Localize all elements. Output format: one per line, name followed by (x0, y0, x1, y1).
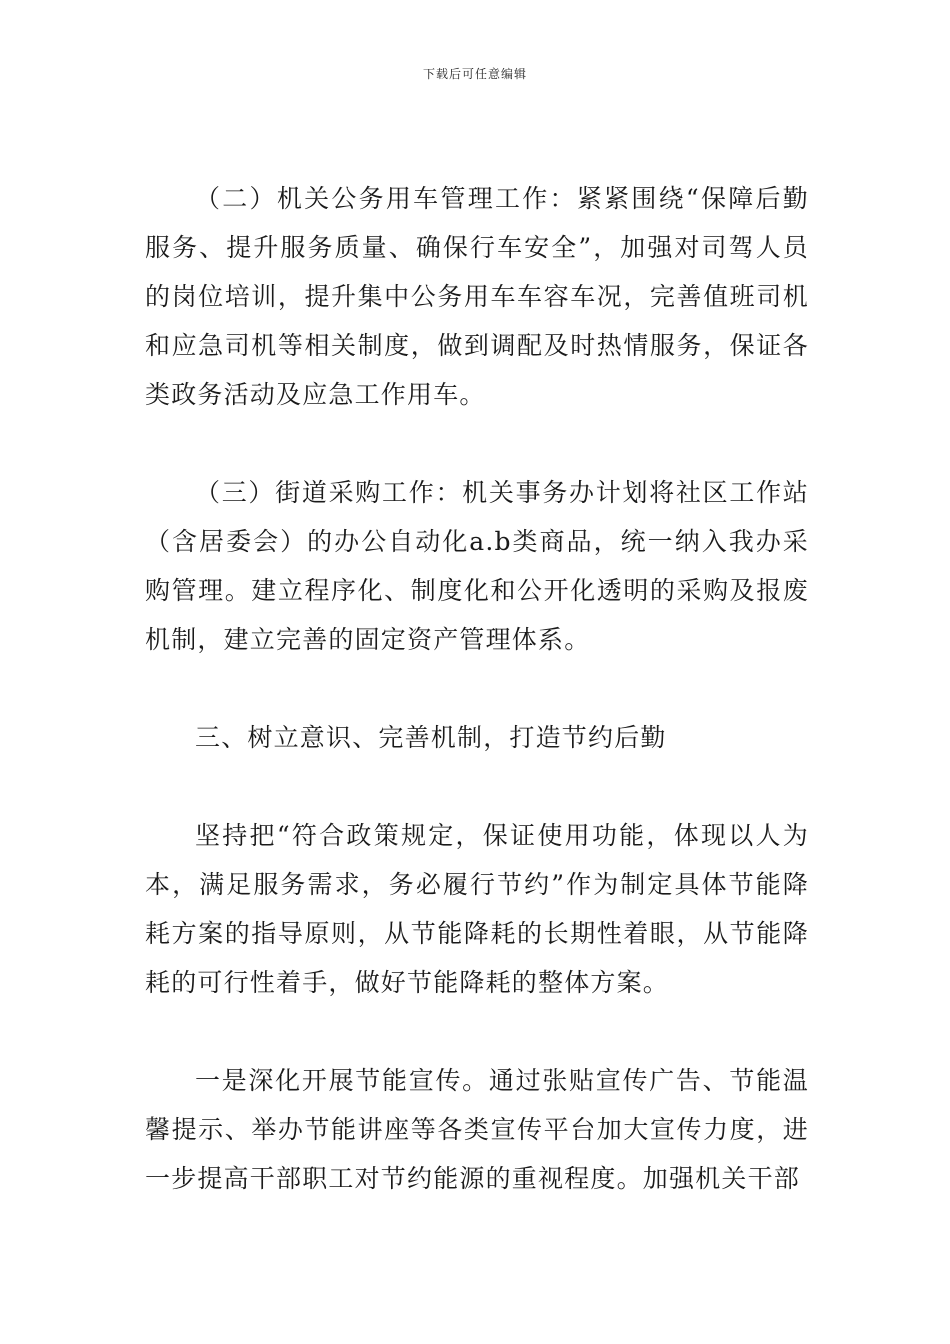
paragraph-gap (145, 664, 809, 713)
page-header-note: 下载后可任意编辑 (422, 67, 527, 81)
paragraph-energy-principle: 坚持把“符合政策规定，保证使用功能，体现以人为本，满足服务需求，务必履行节约”作为制定具体节能降耗方案的指导原则，从节能降耗的长期性着眼，从节能降耗的可行性着手，做好节能降耗的整体方案。 (145, 821, 809, 997)
paragraph-gap (145, 419, 809, 468)
document-body (145, 174, 809, 1203)
paragraph-vehicle-management: （二）机关公务用车管理工作：紧紧围绕“保障后勤服务、提升服务质量、确保行车安全”，加强对司驾人员的岗位培训，提升集中公务用车车容车况，完善值班司机和应急司机等相关制度，做到调配及时热情服务，保证各类政务活动及应急工作用车。 (145, 184, 809, 409)
paragraph-energy-publicity: 一是深化开展节能宣传。通过张贴宣传广告、节能温馨提示、举办节能讲座等各类宣传平台加大宣传力度，进一步提高干部职工对节约能源的重视程度。加强机关干部 (145, 1066, 809, 1193)
paragraph-gap (145, 762, 809, 811)
paragraph-gap (145, 1007, 809, 1056)
paragraph-procurement: （三）街道采购工作：机关事务办计划将社区工作站（含居委会）的办公自动化a.b类商品，统一纳入我办采购管理。建立程序化、制度化和公开化透明的采购及报废机制，建立完善的固定资产管理体系。 (145, 478, 809, 654)
section-heading-saving: 三、树立意识、完善机制，打造节约后勤 (195, 723, 667, 752)
